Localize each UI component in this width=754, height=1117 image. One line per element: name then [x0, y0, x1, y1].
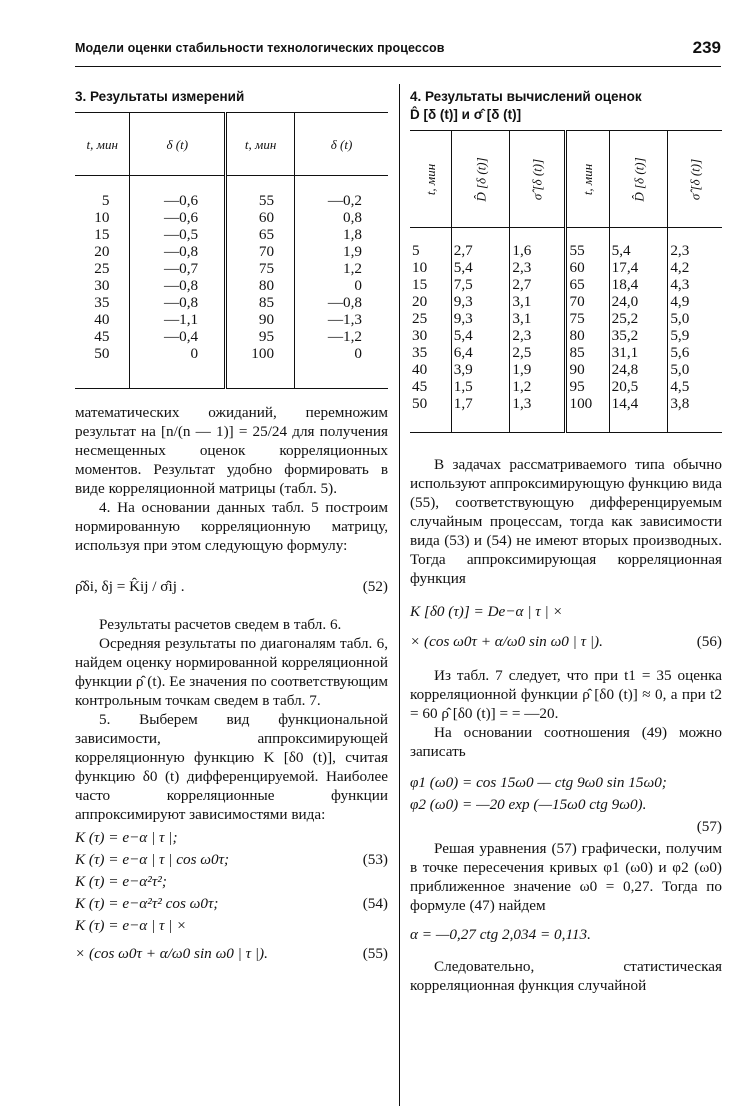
- table-cell: 40: [410, 361, 451, 378]
- table-cell: 20,5: [609, 378, 668, 395]
- table-cell: 4,2: [670, 259, 690, 276]
- table-cell: —0,8: [327, 294, 362, 311]
- table-cell: 35: [410, 344, 451, 361]
- formula: φ2 (ω0) = —20 exp (—15ω0 ctg 9ω0).: [410, 796, 647, 813]
- equation-number: (54): [362, 895, 388, 912]
- formula: K (τ) = e−α | τ | cos ω0τ;: [75, 851, 230, 868]
- table-cell: 35: [75, 294, 130, 311]
- table-cell: —0,8: [130, 294, 226, 311]
- table-cell: 5: [410, 228, 451, 260]
- table-cell: 31,1: [609, 344, 668, 361]
- table-cell: 10: [410, 259, 451, 276]
- table-cell: 80: [566, 327, 609, 344]
- table-row: [75, 328, 388, 345]
- table-cell: 2,3: [510, 327, 566, 344]
- table-cell: —0,8: [130, 243, 226, 260]
- table-cell: 24,0: [609, 293, 668, 310]
- table-cell: 95: [226, 328, 295, 345]
- table-cell: 65: [226, 226, 295, 243]
- table-cell: —0,6: [130, 209, 226, 226]
- table-cell: 95: [566, 378, 609, 395]
- table-cell: 100: [566, 395, 609, 433]
- table4-header: t, мин: [580, 163, 596, 195]
- table3-header: δ (t): [295, 113, 388, 176]
- table-cell: 85: [566, 344, 609, 361]
- table-cell: 6,4: [451, 344, 510, 361]
- table3-header: δ (t): [130, 113, 226, 176]
- table-cell: 7,5: [451, 276, 510, 293]
- table-cell: 15: [75, 226, 130, 243]
- table-cell: 4,9: [670, 293, 690, 310]
- table4: [410, 130, 722, 433]
- table-row: [410, 344, 722, 361]
- table-row: [75, 226, 388, 243]
- table-cell: 1,8: [343, 226, 362, 243]
- page-number: 239: [692, 38, 721, 57]
- table-cell: 35,2: [609, 327, 668, 344]
- paragraph: математических ожиданий, перемножим результат на [n/(n — 1)] = 25/24 для получения несмещенных оценок корреляционных моментов. Результат удобно формировать в виде корреляционной матрицы (табл. 5).: [75, 404, 388, 497]
- table-cell: 20: [410, 293, 451, 310]
- table-cell: 90: [226, 311, 295, 328]
- table-cell: 85: [226, 294, 295, 311]
- table-cell: 2,7: [451, 228, 510, 260]
- table-cell: —1,2: [327, 328, 362, 345]
- formula: K (τ) = e−α²τ² cos ω0τ;: [75, 895, 219, 912]
- paragraph: Решая уравнения (57) графически, получим в точке пересечения кривых φ1 (ω0) и φ2 (ω0) приближенное значение ω0 = 0,27. Тогда по формуле (47) найдем: [410, 840, 722, 914]
- table-row: [410, 327, 722, 344]
- table-cell: 14,4: [609, 395, 668, 433]
- table-cell: 1,9: [510, 361, 566, 378]
- table-cell: 25: [75, 260, 130, 277]
- table-cell: 1,7: [451, 395, 510, 433]
- table-cell: 20: [75, 243, 130, 260]
- paragraph: 5. Выберем вид функциональной зависимости, аппроксимирующей корреляционную функцию K [δ0 (t)], считая функцию δ0 (t) дифференцируемой. Наиболее часто корреляционные функции аппроксимируют зависимостями вида:: [75, 711, 388, 823]
- formula: × (cos ω0τ + α/ω0 sin ω0 | τ |).: [410, 633, 603, 650]
- formula: K (τ) = e−α | τ |;: [75, 829, 178, 846]
- table-cell: 55: [566, 228, 609, 260]
- table-cell: —0,8: [130, 277, 226, 294]
- formula: K (τ) = e−α²τ²;: [75, 873, 167, 890]
- table-cell: 55: [226, 176, 295, 210]
- table-cell: 5,4: [609, 228, 668, 260]
- paragraph: Результаты расчетов сведем в табл. 6.: [99, 616, 342, 633]
- table-cell: 0,8: [343, 209, 362, 226]
- table-row: [410, 259, 722, 276]
- table-cell: 40: [75, 311, 130, 328]
- table-row: [75, 260, 388, 277]
- table-row: [410, 293, 722, 310]
- table3-header: t, мин: [226, 113, 295, 176]
- table-cell: 3,1: [510, 310, 566, 327]
- table-cell: 5,6: [670, 344, 690, 361]
- table4-caption: [410, 88, 722, 124]
- table4-header: σ̂ [δ (t)]: [687, 158, 703, 200]
- table-row: [75, 209, 388, 226]
- table-cell: —0,6: [130, 176, 226, 210]
- table-cell: 75: [566, 310, 609, 327]
- right-column: [410, 88, 722, 995]
- table-row: [410, 228, 722, 260]
- table-cell: 0: [354, 277, 362, 294]
- table-row: [410, 361, 722, 378]
- table-cell: 45: [75, 328, 130, 345]
- table-cell: 90: [566, 361, 609, 378]
- table-cell: —0,7: [130, 260, 226, 277]
- header-rule: [75, 66, 721, 67]
- table4-header: D̂ [δ (t)]: [630, 156, 646, 202]
- table-cell: 1,6: [510, 228, 566, 260]
- table-cell: 2,3: [670, 242, 690, 259]
- table-cell: 30: [410, 327, 451, 344]
- formula: × (cos ω0τ + α/ω0 sin ω0 | τ |).: [75, 945, 268, 962]
- table3-caption: 3. Результаты измерений: [75, 89, 245, 104]
- formula: α = —0,27 ctg 2,034 = 0,113.: [410, 926, 591, 943]
- table-cell: 5,0: [670, 310, 690, 327]
- table-cell: 70: [226, 243, 295, 260]
- table-row: [75, 345, 388, 389]
- table-row: [75, 294, 388, 311]
- paragraph: Осредняя результаты по диагоналям табл. 6, найдем оценку нормированной корреляционной функции ρ̂ (t). Ее значения по соответствующим контрольным точкам сведем в табл. 7.: [75, 635, 388, 709]
- table3-header: t, мин: [75, 113, 130, 176]
- table-cell: 1,9: [343, 243, 362, 260]
- paragraph: 4. На основании данных табл. 5 построим нормированную корреляционную матрицу, используя при этом следующую формулу:: [75, 499, 388, 554]
- table-cell: 10: [75, 209, 130, 226]
- table-cell: 25,2: [609, 310, 668, 327]
- equation-52: ρ̂δi, δj = K̂ij / σ̂ij .: [75, 578, 185, 595]
- table-cell: 24,8: [609, 361, 668, 378]
- table-cell: 25: [410, 310, 451, 327]
- table-row: [410, 378, 722, 395]
- equation-number: (52): [362, 578, 388, 595]
- formula: K (τ) = e−α | τ | ×: [75, 917, 187, 934]
- table-cell: 75: [226, 260, 295, 277]
- table-cell: 0: [130, 345, 226, 389]
- table-cell: —0,2: [327, 192, 362, 209]
- table-cell: 5,9: [670, 327, 690, 344]
- column-divider: [399, 84, 400, 1106]
- equation-number: (53): [362, 851, 388, 868]
- table4-header: t, мин: [422, 163, 438, 195]
- table-cell: 4,3: [670, 276, 690, 293]
- table-cell: 1,3: [510, 395, 566, 433]
- table-cell: 9,3: [451, 310, 510, 327]
- table-cell: 5,4: [451, 259, 510, 276]
- table4-header: D̂ [δ (t)]: [473, 156, 489, 202]
- table-cell: 5,0: [670, 361, 690, 378]
- table-cell: 9,3: [451, 293, 510, 310]
- table-cell: 30: [75, 277, 130, 294]
- equation-number: (56): [696, 633, 722, 650]
- table-cell: —0,4: [130, 328, 226, 345]
- table-cell: 2,7: [510, 276, 566, 293]
- table-row: [410, 395, 722, 433]
- running-header: [75, 38, 721, 60]
- table-cell: 80: [226, 277, 295, 294]
- table-cell: 1,5: [451, 378, 510, 395]
- table-cell: 3,9: [451, 361, 510, 378]
- table-cell: —0,5: [130, 226, 226, 243]
- table-cell: 45: [410, 378, 451, 395]
- table-cell: 65: [566, 276, 609, 293]
- table3: [75, 112, 388, 389]
- table-row: [75, 277, 388, 294]
- table-cell: 100: [226, 345, 295, 389]
- table-cell: 3,1: [510, 293, 566, 310]
- table-cell: 70: [566, 293, 609, 310]
- formula: φ1 (ω0) = cos 15ω0 — ctg 9ω0 sin 15ω0;: [410, 774, 667, 791]
- paragraph: Из табл. 7 следует, что при t1 = 35 оценка корреляционной функции ρ̂ [δ0 (t)] ≈ 0, а при t2 = 60 ρ̂ [δ0 (t)] = = —20.: [410, 667, 722, 722]
- table-row: [75, 176, 388, 210]
- table-cell: 17,4: [609, 259, 668, 276]
- table-cell: 4,5: [670, 378, 690, 395]
- table-row: [75, 311, 388, 328]
- table-cell: —1,3: [327, 311, 362, 328]
- table-cell: 3,8: [668, 395, 722, 433]
- table-cell: 18,4: [609, 276, 668, 293]
- table-row: [75, 243, 388, 260]
- formula: K [δ0 (τ)] = De−α | τ | ×: [410, 603, 563, 620]
- equation-number: (57): [696, 818, 722, 835]
- table-cell: 2,5: [510, 344, 566, 361]
- table-cell: 0: [295, 345, 388, 389]
- table-cell: 50: [75, 345, 130, 389]
- table-cell: 60: [226, 209, 295, 226]
- left-column: [75, 88, 388, 974]
- table-cell: 5,4: [451, 327, 510, 344]
- table-cell: 60: [566, 259, 609, 276]
- table4-caption-line: D̂ [δ (t)] и σ̂ [δ (t)]: [410, 107, 522, 122]
- table-cell: —1,1: [130, 311, 226, 328]
- table-row: [410, 276, 722, 293]
- table4-header: σ̂ [δ (t)]: [529, 158, 545, 200]
- table-row: [410, 310, 722, 327]
- table-cell: 1,2: [343, 260, 362, 277]
- table-cell: 50: [410, 395, 451, 433]
- table-cell: 5: [75, 176, 130, 210]
- table-cell: 15: [410, 276, 451, 293]
- paragraph: На основании соотношения (49) можно записать: [410, 724, 722, 760]
- paragraph: Следовательно, статистическая корреляционная функция случайной: [410, 958, 722, 994]
- table-cell: 1,2: [510, 378, 566, 395]
- equation-number: (55): [362, 945, 388, 962]
- table4-caption-line: 4. Результаты вычислений оценок: [410, 89, 642, 104]
- table-cell: 2,3: [510, 259, 566, 276]
- header-title: Модели оценки стабильности технологических процессов: [75, 41, 445, 55]
- paragraph: В задачах рассматриваемого типа обычно используют аппроксимирующую функцию вида (55), соответствующую дифференцируемым случайным процессам, тогда как зависимости вида (53) и (54) не имеют вторых производных. Тогда аппроксимирующая корреляционная функция: [410, 456, 722, 587]
